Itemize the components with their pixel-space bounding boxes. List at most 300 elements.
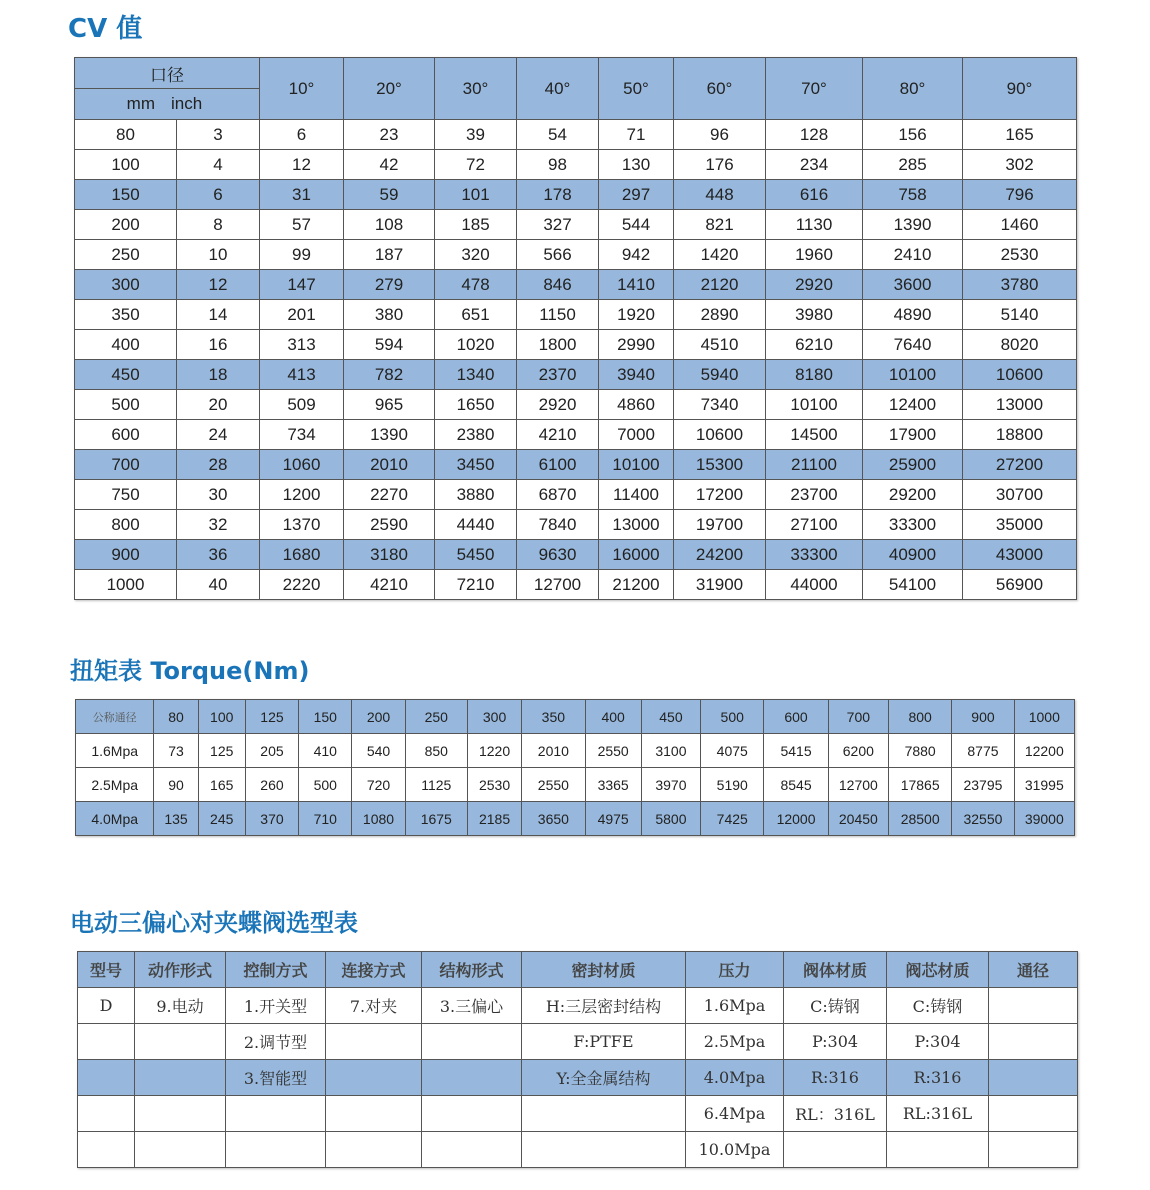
cv-value-cell: 44000 <box>766 570 863 600</box>
cv-value-cell: 176 <box>674 150 766 180</box>
selection-cell: P:304 <box>784 1024 887 1060</box>
torque-value-cell: 1220 <box>467 734 521 768</box>
torque-value-cell: 7425 <box>701 802 764 836</box>
cv-value-cell: 16000 <box>599 540 674 570</box>
cv-section-title: CV 值 <box>68 14 143 44</box>
cv-value-cell: 1390 <box>344 420 435 450</box>
cv-value-cell: 3600 <box>863 270 963 300</box>
cv-inch-cell: 12 <box>177 270 260 300</box>
cv-value-cell: 31900 <box>674 570 766 600</box>
cv-value-cell: 99 <box>260 240 344 270</box>
selection-header-cell: 控制方式 <box>226 952 326 988</box>
cv-value-cell: 5940 <box>674 360 766 390</box>
selection-header-cell: 结构形式 <box>422 952 522 988</box>
selection-cell: R:316 <box>887 1060 989 1096</box>
cv-value-cell: 29200 <box>863 480 963 510</box>
selection-cell <box>135 1096 226 1132</box>
torque-value-cell: 4975 <box>585 802 641 836</box>
cv-row <box>75 120 1077 150</box>
cv-value-cell: 4210 <box>517 420 599 450</box>
cv-header-row <box>75 58 1077 89</box>
cv-value-cell: 5140 <box>963 300 1077 330</box>
cv-inch-cell: 40 <box>177 570 260 600</box>
cv-inch-cell: 4 <box>177 150 260 180</box>
torque-value-cell: 32550 <box>952 802 1014 836</box>
cv-value-cell: 566 <box>517 240 599 270</box>
cv-value-cell: 59 <box>344 180 435 210</box>
cv-row <box>75 300 1077 330</box>
torque-section-title: 扭矩表 Torque(Nm) <box>70 657 310 685</box>
selection-cell <box>989 1024 1078 1060</box>
torque-row <box>76 768 1075 802</box>
torque-row <box>76 734 1075 768</box>
cv-value-cell: 96 <box>674 120 766 150</box>
cv-angle-header: 20° <box>344 58 435 120</box>
cv-value-cell: 101 <box>435 180 517 210</box>
torque-value-cell: 8545 <box>764 768 828 802</box>
cv-value-cell: 1960 <box>766 240 863 270</box>
torque-value-cell: 8775 <box>952 734 1014 768</box>
selection-cell: H:三层密封结构 <box>522 988 686 1024</box>
cv-value-cell: 21100 <box>766 450 863 480</box>
cv-value-cell: 8180 <box>766 360 863 390</box>
cv-value-cell: 1680 <box>260 540 344 570</box>
torque-value-cell: 2550 <box>585 734 641 768</box>
cv-value-cell: 1150 <box>517 300 599 330</box>
cv-value-cell: 18800 <box>963 420 1077 450</box>
cv-value-cell: 320 <box>435 240 517 270</box>
cv-value-cell: 2530 <box>963 240 1077 270</box>
cv-value-cell: 128 <box>766 120 863 150</box>
selection-row <box>78 1060 1078 1096</box>
cv-value-cell: 4860 <box>599 390 674 420</box>
cv-row <box>75 180 1077 210</box>
cv-value-cell: 187 <box>344 240 435 270</box>
cv-value-cell: 6870 <box>517 480 599 510</box>
selection-cell: 3.三偏心 <box>422 988 522 1024</box>
selection-cell <box>784 1132 887 1168</box>
selection-cell <box>326 1024 422 1060</box>
cv-value-cell: 279 <box>344 270 435 300</box>
selection-cell: Y:全金属结构 <box>522 1060 686 1096</box>
cv-value-cell: 651 <box>435 300 517 330</box>
cv-value-cell: 33300 <box>863 510 963 540</box>
selection-cell: RL：316L <box>784 1096 887 1132</box>
selection-cell: C:铸钢 <box>784 988 887 1024</box>
cv-value-cell: 11400 <box>599 480 674 510</box>
cv-value-cell: 56900 <box>963 570 1077 600</box>
cv-mm-cell: 1000 <box>75 570 177 600</box>
cv-value-cell: 2920 <box>766 270 863 300</box>
cv-value-cell: 10600 <box>674 420 766 450</box>
torque-size-header: 100 <box>198 700 245 734</box>
cv-value-cell: 285 <box>863 150 963 180</box>
cv-inch-label: inch <box>171 94 203 113</box>
torque-size-header: 1000 <box>1014 700 1074 734</box>
torque-value-cell: 23795 <box>952 768 1014 802</box>
cv-inch-cell: 14 <box>177 300 260 330</box>
cv-value-cell: 54 <box>517 120 599 150</box>
cv-value-cell: 3980 <box>766 300 863 330</box>
cv-value-cell: 2380 <box>435 420 517 450</box>
cv-value-cell: 313 <box>260 330 344 360</box>
torque-value-cell: 20450 <box>828 802 888 836</box>
cv-value-cell: 3940 <box>599 360 674 390</box>
cv-value-cell: 178 <box>517 180 599 210</box>
cv-value-cell: 2920 <box>517 390 599 420</box>
selection-cell: 7.对夹 <box>326 988 422 1024</box>
cv-value-cell: 39 <box>435 120 517 150</box>
torque-value-cell: 245 <box>198 802 245 836</box>
cv-value-cell: 57 <box>260 210 344 240</box>
torque-value-cell: 2550 <box>522 768 585 802</box>
selection-cell <box>989 988 1078 1024</box>
selection-cell <box>78 1132 135 1168</box>
cv-value-cell: 12700 <box>517 570 599 600</box>
selection-header-cell: 动作形式 <box>135 952 226 988</box>
selection-cell: 3.智能型 <box>226 1060 326 1096</box>
cv-row <box>75 150 1077 180</box>
cv-value-cell: 1800 <box>517 330 599 360</box>
torque-value-cell: 3100 <box>641 734 700 768</box>
selection-cell: 2.调节型 <box>226 1024 326 1060</box>
cv-mm-label: mm <box>126 94 155 113</box>
cv-value-cell: 2410 <box>863 240 963 270</box>
torque-value-cell: 125 <box>198 734 245 768</box>
torque-value-cell: 1125 <box>405 768 467 802</box>
torque-size-header: 150 <box>299 700 352 734</box>
cv-angle-header: 50° <box>599 58 674 120</box>
torque-value-cell: 850 <box>405 734 467 768</box>
torque-size-header: 450 <box>641 700 700 734</box>
cv-value-cell: 42 <box>344 150 435 180</box>
torque-value-cell: 7880 <box>889 734 952 768</box>
selection-cell <box>226 1096 326 1132</box>
selection-cell <box>135 1060 226 1096</box>
torque-corner-header: 公称通径 <box>76 700 154 734</box>
cv-value-cell: 1460 <box>963 210 1077 240</box>
cv-value-cell: 7840 <box>517 510 599 540</box>
cv-mm-cell: 750 <box>75 480 177 510</box>
cv-value-cell: 4510 <box>674 330 766 360</box>
torque-pressure-cell: 4.0Mpa <box>76 802 154 836</box>
torque-value-cell: 260 <box>245 768 298 802</box>
selection-cell <box>522 1096 686 1132</box>
cv-angle-header: 40° <box>517 58 599 120</box>
cv-value-cell: 594 <box>344 330 435 360</box>
cv-value-cell: 1130 <box>766 210 863 240</box>
cv-value-cell: 98 <box>517 150 599 180</box>
cv-angle-header: 90° <box>963 58 1077 120</box>
cv-row <box>75 240 1077 270</box>
torque-size-header: 900 <box>952 700 1014 734</box>
cv-row <box>75 210 1077 240</box>
selection-header-cell: 阀体材质 <box>784 952 887 988</box>
cv-value-cell: 1060 <box>260 450 344 480</box>
torque-value-cell: 410 <box>299 734 352 768</box>
cv-value-cell: 796 <box>963 180 1077 210</box>
torque-value-cell: 1080 <box>352 802 405 836</box>
cv-mm-cell: 150 <box>75 180 177 210</box>
cv-value-cell: 108 <box>344 210 435 240</box>
torque-value-cell: 12700 <box>828 768 888 802</box>
cv-inch-cell: 18 <box>177 360 260 390</box>
cv-inch-cell: 36 <box>177 540 260 570</box>
cv-value-cell: 13000 <box>963 390 1077 420</box>
cv-value-cell: 30700 <box>963 480 1077 510</box>
torque-value-cell: 3650 <box>522 802 585 836</box>
selection-cell: 4.0Mpa <box>686 1060 784 1096</box>
selection-header-cell: 阀芯材质 <box>887 952 989 988</box>
selection-header-cell: 通径 <box>989 952 1078 988</box>
selection-header-cell: 型号 <box>78 952 135 988</box>
selection-cell <box>78 1024 135 1060</box>
cv-mm-cell: 200 <box>75 210 177 240</box>
cv-mm-cell: 500 <box>75 390 177 420</box>
cv-row <box>75 510 1077 540</box>
torque-value-cell: 540 <box>352 734 405 768</box>
cv-inch-cell: 30 <box>177 480 260 510</box>
cv-inch-cell: 8 <box>177 210 260 240</box>
selection-row <box>78 1132 1078 1168</box>
selection-cell <box>422 1096 522 1132</box>
cv-value-cell: 33300 <box>766 540 863 570</box>
torque-value-cell: 12200 <box>1014 734 1074 768</box>
cv-value-cell: 21200 <box>599 570 674 600</box>
cv-diameter-header: 口径 <box>75 58 260 89</box>
cv-angle-header: 70° <box>766 58 863 120</box>
cv-value-cell: 10600 <box>963 360 1077 390</box>
torque-value-cell: 3365 <box>585 768 641 802</box>
torque-size-header: 400 <box>585 700 641 734</box>
selection-header-cell: 连接方式 <box>326 952 422 988</box>
cv-unit-header <box>75 89 260 120</box>
cv-mm-cell: 900 <box>75 540 177 570</box>
cv-value-cell: 23700 <box>766 480 863 510</box>
cv-row <box>75 420 1077 450</box>
cv-row <box>75 540 1077 570</box>
cv-value-cell: 7640 <box>863 330 963 360</box>
cv-value-cell: 782 <box>344 360 435 390</box>
cv-value-cell: 13000 <box>599 510 674 540</box>
cv-value-cell: 54100 <box>863 570 963 600</box>
selection-cell: R:316 <box>784 1060 887 1096</box>
cv-value-cell: 2590 <box>344 510 435 540</box>
cv-value-cell: 2120 <box>674 270 766 300</box>
cv-row <box>75 390 1077 420</box>
cv-value-cell: 6 <box>260 120 344 150</box>
torque-value-cell: 165 <box>198 768 245 802</box>
cv-value-cell: 6210 <box>766 330 863 360</box>
torque-value-cell: 135 <box>154 802 198 836</box>
cv-value-cell: 448 <box>674 180 766 210</box>
torque-value-cell: 6200 <box>828 734 888 768</box>
cv-value-cell: 4210 <box>344 570 435 600</box>
cv-value-cell: 413 <box>260 360 344 390</box>
selection-cell: RL:316L <box>887 1096 989 1132</box>
torque-value-cell: 1675 <box>405 802 467 836</box>
cv-angle-header: 10° <box>260 58 344 120</box>
cv-mm-cell: 300 <box>75 270 177 300</box>
cv-row <box>75 270 1077 300</box>
selection-header-cell: 密封材质 <box>522 952 686 988</box>
cv-value-cell: 147 <box>260 270 344 300</box>
selection-cell <box>989 1132 1078 1168</box>
cv-value-cell: 27200 <box>963 450 1077 480</box>
cv-mm-cell: 250 <box>75 240 177 270</box>
cv-value-cell: 10100 <box>599 450 674 480</box>
cv-value-cell: 734 <box>260 420 344 450</box>
cv-value-cell: 17900 <box>863 420 963 450</box>
cv-angle-header: 30° <box>435 58 517 120</box>
torque-value-cell: 73 <box>154 734 198 768</box>
selection-cell: 2.5Mpa <box>686 1024 784 1060</box>
selection-header-cell: 压力 <box>686 952 784 988</box>
torque-value-cell: 4075 <box>701 734 764 768</box>
cv-row <box>75 450 1077 480</box>
cv-row <box>75 480 1077 510</box>
cv-value-cell: 7000 <box>599 420 674 450</box>
cv-value-cell: 302 <box>963 150 1077 180</box>
cv-value-cell: 7210 <box>435 570 517 600</box>
torque-size-header: 500 <box>701 700 764 734</box>
torque-value-cell: 2185 <box>467 802 521 836</box>
cv-value-cell: 19700 <box>674 510 766 540</box>
torque-size-header: 600 <box>764 700 828 734</box>
cv-value-cell: 3780 <box>963 270 1077 300</box>
torque-value-cell: 2530 <box>467 768 521 802</box>
cv-value-cell: 1370 <box>260 510 344 540</box>
cv-value-cell: 185 <box>435 210 517 240</box>
selection-cell: P:304 <box>887 1024 989 1060</box>
cv-angle-header: 60° <box>674 58 766 120</box>
selection-cell: 9.电动 <box>135 988 226 1024</box>
cv-value-cell: 234 <box>766 150 863 180</box>
cv-value-cell: 297 <box>599 180 674 210</box>
cv-value-cell: 10100 <box>863 360 963 390</box>
cv-value-cell: 3450 <box>435 450 517 480</box>
torque-value-cell: 500 <box>299 768 352 802</box>
cv-inch-cell: 28 <box>177 450 260 480</box>
selection-cell: C:铸钢 <box>887 988 989 1024</box>
cv-angle-header: 80° <box>863 58 963 120</box>
torque-value-cell: 720 <box>352 768 405 802</box>
cv-mm-cell: 450 <box>75 360 177 390</box>
selection-row <box>78 988 1078 1024</box>
torque-value-cell: 12000 <box>764 802 828 836</box>
cv-value-cell: 1420 <box>674 240 766 270</box>
torque-value-cell: 2010 <box>522 734 585 768</box>
cv-mm-cell: 800 <box>75 510 177 540</box>
cv-mm-cell: 350 <box>75 300 177 330</box>
cv-value-cell: 27100 <box>766 510 863 540</box>
cv-value-cell: 43000 <box>963 540 1077 570</box>
torque-value-cell: 5415 <box>764 734 828 768</box>
torque-row <box>76 802 1075 836</box>
cv-value-cell: 2220 <box>260 570 344 600</box>
cv-mm-cell: 100 <box>75 150 177 180</box>
selection-cell <box>522 1132 686 1168</box>
cv-value-cell: 616 <box>766 180 863 210</box>
selection-cell <box>78 1096 135 1132</box>
selection-cell <box>887 1132 989 1168</box>
cv-value-cell: 72 <box>435 150 517 180</box>
torque-size-header: 200 <box>352 700 405 734</box>
selection-cell <box>989 1096 1078 1132</box>
torque-value-cell: 3970 <box>641 768 700 802</box>
cv-value-cell: 6100 <box>517 450 599 480</box>
selection-cell: D <box>78 988 135 1024</box>
torque-header-row <box>76 700 1075 734</box>
cv-value-cell: 201 <box>260 300 344 330</box>
cv-value-cell: 165 <box>963 120 1077 150</box>
selection-cell <box>326 1132 422 1168</box>
selection-cell: 1.开关型 <box>226 988 326 1024</box>
cv-inch-cell: 16 <box>177 330 260 360</box>
selection-table <box>77 951 1078 1168</box>
torque-value-cell: 90 <box>154 768 198 802</box>
cv-value-cell: 4440 <box>435 510 517 540</box>
cv-value-cell: 3180 <box>344 540 435 570</box>
cv-value-cell: 35000 <box>963 510 1077 540</box>
selection-cell <box>326 1060 422 1096</box>
cv-value-cell: 3880 <box>435 480 517 510</box>
cv-value-cell: 2010 <box>344 450 435 480</box>
cv-value-cell: 71 <box>599 120 674 150</box>
cv-value-cell: 942 <box>599 240 674 270</box>
selection-cell <box>326 1096 422 1132</box>
torque-value-cell: 710 <box>299 802 352 836</box>
torque-size-header: 80 <box>154 700 198 734</box>
cv-value-cell: 544 <box>599 210 674 240</box>
torque-value-cell: 17865 <box>889 768 952 802</box>
cv-value-cell: 12400 <box>863 390 963 420</box>
cv-value-cell: 2990 <box>599 330 674 360</box>
cv-value-cell: 2370 <box>517 360 599 390</box>
cv-inch-cell: 20 <box>177 390 260 420</box>
cv-value-cell: 478 <box>435 270 517 300</box>
cv-value-cell: 327 <box>517 210 599 240</box>
cv-value-cell: 1020 <box>435 330 517 360</box>
cv-value-cell: 156 <box>863 120 963 150</box>
cv-row <box>75 570 1077 600</box>
cv-value-cell: 2890 <box>674 300 766 330</box>
cv-value-cell: 130 <box>599 150 674 180</box>
torque-size-header: 250 <box>405 700 467 734</box>
cv-value-cell: 24200 <box>674 540 766 570</box>
torque-value-cell: 5800 <box>641 802 700 836</box>
cv-value-cell: 31 <box>260 180 344 210</box>
cv-value-cell: 12 <box>260 150 344 180</box>
cv-value-cell: 10100 <box>766 390 863 420</box>
selection-cell <box>422 1024 522 1060</box>
cv-inch-cell: 32 <box>177 510 260 540</box>
cv-value-cell: 846 <box>517 270 599 300</box>
cv-value-cell: 380 <box>344 300 435 330</box>
torque-value-cell: 370 <box>245 802 298 836</box>
torque-pressure-cell: 1.6Mpa <box>76 734 154 768</box>
selection-cell: 1.6Mpa <box>686 988 784 1024</box>
torque-pressure-cell: 2.5Mpa <box>76 768 154 802</box>
selection-cell <box>226 1132 326 1168</box>
cv-inch-cell: 6 <box>177 180 260 210</box>
cv-inch-cell: 24 <box>177 420 260 450</box>
cv-value-cell: 23 <box>344 120 435 150</box>
cv-value-cell: 1200 <box>260 480 344 510</box>
cv-value-cell: 25900 <box>863 450 963 480</box>
torque-value-cell: 39000 <box>1014 802 1074 836</box>
selection-section-title: 电动三偏心对夹蝶阀选型表 <box>70 909 358 937</box>
